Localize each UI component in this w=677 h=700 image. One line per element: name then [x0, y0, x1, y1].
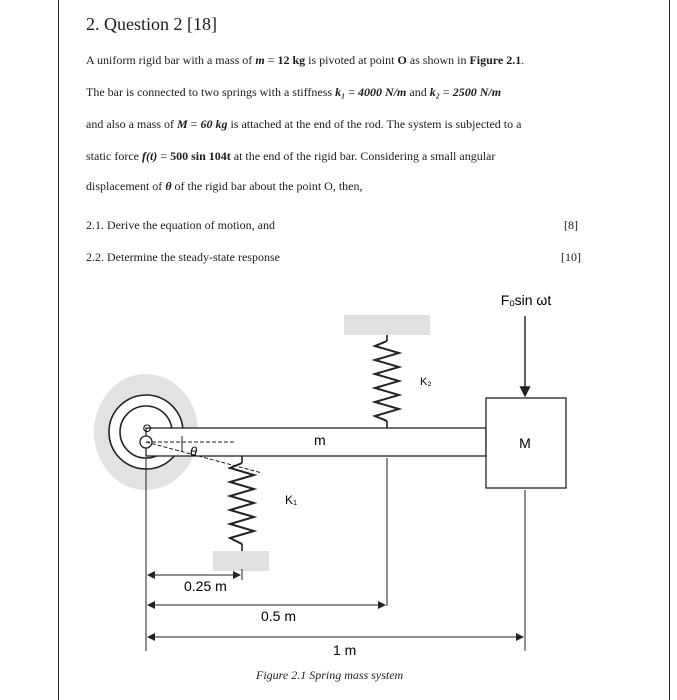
dim-1-label: 1 m	[333, 642, 357, 658]
end-mass-label: M	[519, 435, 531, 451]
k1-label: K₁	[285, 493, 298, 507]
k1-ground	[213, 551, 269, 571]
paragraph-line-3: and also a mass of M = 60 kg is attached at the end of the rod. The system is subjected to a	[86, 117, 522, 131]
bar-mass-label: m	[314, 432, 326, 448]
pivot-label: O	[142, 423, 152, 435]
theta-label: θ	[190, 444, 198, 459]
part-2-2: 2.2. Determine the steady-state response	[86, 250, 280, 264]
paragraph-line-2: The bar is connected to two springs with a stiffness k₁ = 4000 N/m and k₂ = 2500 N/m	[86, 85, 502, 99]
paragraph-line-5: displacement of θ of the rigid bar about the point O, then,	[86, 179, 363, 193]
k1-spring	[230, 463, 254, 544]
k2-spring	[375, 341, 399, 421]
part-2-1: 2.1. Derive the equation of motion, and	[86, 218, 275, 232]
k2-label: K₂	[420, 376, 432, 388]
question-heading: 2. Question 2 [18]	[86, 14, 217, 34]
dim-0-25-label: 0.25 m	[184, 578, 227, 594]
paragraph-line-4: static force f(t) = 500 sin 104t at the end of the rigid bar. Considering a small angular	[86, 149, 496, 163]
k2-ceiling	[344, 315, 430, 335]
part-2-1-marks: [8]	[564, 218, 578, 232]
dim-0-5-label: 0.5 m	[261, 608, 297, 624]
paragraph-line-1: A uniform rigid bar with a mass of m = 12 kg is pivoted at point O as shown in Figure 2.1.	[86, 53, 525, 67]
figure-caption: Figure 2.1 Spring mass system	[256, 668, 404, 682]
part-2-2-marks: [10]	[561, 250, 581, 264]
force-label: Fₒsin ωt	[500, 292, 552, 308]
